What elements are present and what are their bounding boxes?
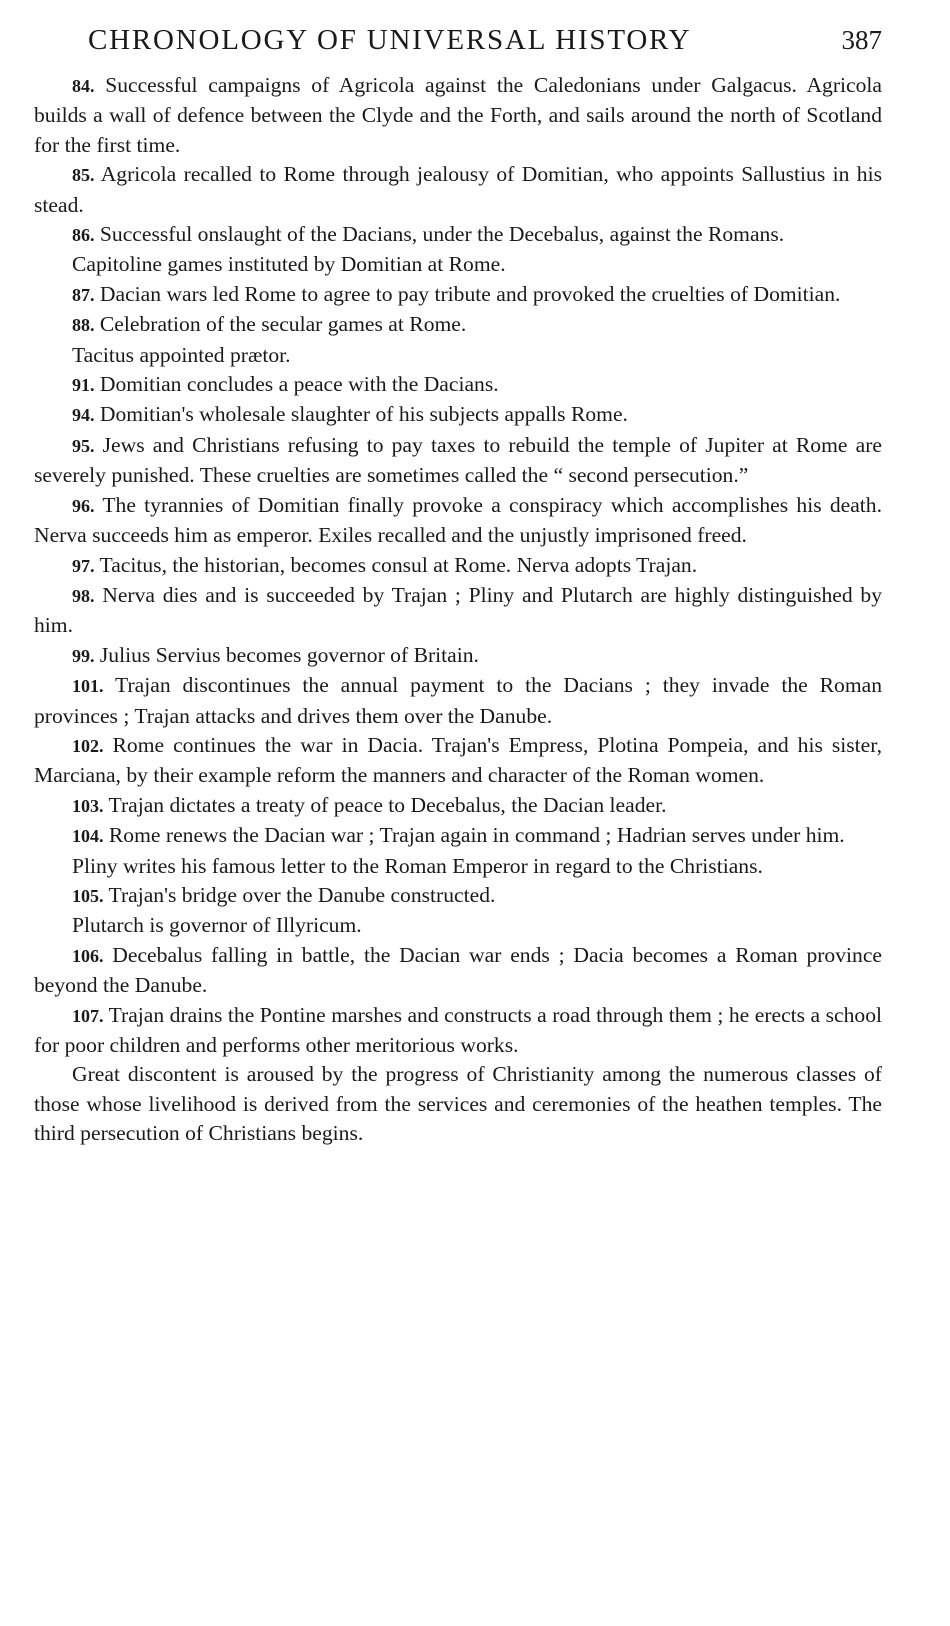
chronology-entry <box>34 220 882 250</box>
entry-year: 102. <box>72 735 104 756</box>
entry-year: 104. <box>72 826 104 847</box>
entry-text: Great discontent is aroused by the progress of Christianity among the numerous classes of those whose livelihood is derived from the services and ceremonies of the heathen temples. The third persecution of Christians begins. <box>34 1062 882 1146</box>
chronology-entry <box>34 551 882 581</box>
entry-text: Celebration of the secular games at Rome. <box>99 312 467 337</box>
entry-year: 107. <box>72 1005 104 1026</box>
chronology-entry <box>34 671 882 731</box>
entry-text: Domitian concludes a peace with the Dacians. <box>99 372 499 397</box>
chronology-entry <box>34 1060 882 1148</box>
chronology-entry <box>34 641 882 671</box>
entry-year: 99. <box>72 645 95 666</box>
entry-text: Jews and Christians refusing to pay taxes to rebuild the temple of Jupiter at Rome are severely punished. These cruelties are sometimes called the “ second persecution.” <box>34 432 882 488</box>
chronology-entry <box>34 250 882 279</box>
running-header <box>88 24 882 57</box>
entry-text: Rome continues the war in Dacia. Trajan's Empress, Plotina Pompeia, and his sister, Marciana, by their example reform the manners and character of the Roman women. <box>34 732 882 788</box>
chronology-entry <box>34 581 882 641</box>
entry-text: The tyrannies of Domitian finally provoke a conspiracy which accomplishes his death. Nerva succeeds him as emperor. Exiles recalled and the unjustly imprisoned freed. <box>34 492 882 548</box>
chronology-entry <box>34 310 882 340</box>
entry-text: Trajan drains the Pontine marshes and constructs a road through them ; he erects a school for poor children and performs other meritorious works. <box>34 1002 882 1057</box>
chronology-entry <box>34 821 882 851</box>
entry-text: Dacian wars led Rome to agree to pay tribute and provoked the cruelties of Domitian. <box>99 281 841 306</box>
chronology-entry <box>34 71 882 160</box>
entry-text: Tacitus, the historian, becomes consul at Rome. Nerva adopts Trajan. <box>99 552 698 577</box>
chronology-entry <box>34 1001 882 1061</box>
chronology-entry <box>34 911 882 940</box>
entry-year: 86. <box>72 225 95 246</box>
entry-year: 91. <box>72 375 95 396</box>
entry-text: Plutarch is governor of Illyricum. <box>72 913 362 938</box>
entry-text: Pliny writes his famous letter to the Roman Emperor in regard to the Christians. <box>72 853 763 878</box>
entry-year: 101. <box>72 676 104 697</box>
entry-year: 87. <box>72 284 95 305</box>
chronology-entry <box>34 370 882 400</box>
entry-year: 103. <box>72 795 104 816</box>
entry-year: 106. <box>72 945 104 966</box>
entry-year: 95. <box>72 435 95 456</box>
entry-text: Trajan dictates a treaty of peace to Decebalus, the Dacian leader. <box>108 792 667 817</box>
entry-text: Tacitus appointed prætor. <box>72 342 291 367</box>
entry-text: Trajan's bridge over the Danube constructed. <box>108 882 496 907</box>
chronology-entry <box>34 280 882 310</box>
entry-year: 105. <box>72 885 104 906</box>
entry-text: Decebalus falling in battle, the Dacian war ends ; Dacia becomes a Roman province beyond the Danube. <box>34 942 882 998</box>
chronology-entry <box>34 731 882 791</box>
entry-text: Agricola recalled to Rome through jealousy of Domitian, who appoints Sallustius in his stead. <box>34 162 882 217</box>
entry-text: Successful campaigns of Agricola against the Caledonians under Galgacus. Agricola builds a wall of defence between the Clyde and the Forth, and sails around the north of Scotland for the first time. <box>34 73 882 157</box>
chronology-entry <box>34 941 882 1001</box>
chronology-entry <box>34 881 882 911</box>
chronology-entry <box>34 400 882 430</box>
entry-year: 98. <box>72 585 95 606</box>
entry-text: Trajan discontinues the annual payment to the Dacians ; they invade the Roman provinces ; Trajan attacks and drives them over the Danube. <box>34 673 882 728</box>
entry-year: 84. <box>72 76 95 96</box>
entry-year: 94. <box>72 405 95 426</box>
chronology-entry <box>34 852 882 881</box>
chronology-entry <box>34 341 882 370</box>
entry-text: Capitoline games instituted by Domitian at Rome. <box>72 252 506 277</box>
chronology-entry <box>34 491 882 551</box>
running-head-title: CHRONOLOGY OF UNIVERSAL HISTORY <box>88 24 692 56</box>
entry-text: Successful onslaught of the Dacians, under the Decebalus, against the Romans. <box>99 222 785 247</box>
entry-year: 96. <box>72 495 95 516</box>
entry-year: 97. <box>72 555 95 576</box>
entry-text: Julius Servius becomes governor of Britain. <box>99 642 479 667</box>
entry-text: Rome renews the Dacian war ; Trajan again in command ; Hadrian serves under him. <box>108 823 845 848</box>
chronology-entries <box>34 71 882 1149</box>
page-number: 387 <box>841 25 882 55</box>
chronology-entry <box>34 791 882 821</box>
entry-text: Domitian's wholesale slaughter of his subjects appalls Rome. <box>99 402 628 427</box>
entry-year: 85. <box>72 165 95 186</box>
entry-year: 88. <box>72 315 95 336</box>
chronology-entry <box>34 160 882 220</box>
book-page <box>34 24 882 1149</box>
chronology-entry <box>34 431 882 491</box>
entry-text: Nerva dies and is succeeded by Trajan ; Pliny and Plutarch are highly distinguished by him. <box>34 582 882 638</box>
